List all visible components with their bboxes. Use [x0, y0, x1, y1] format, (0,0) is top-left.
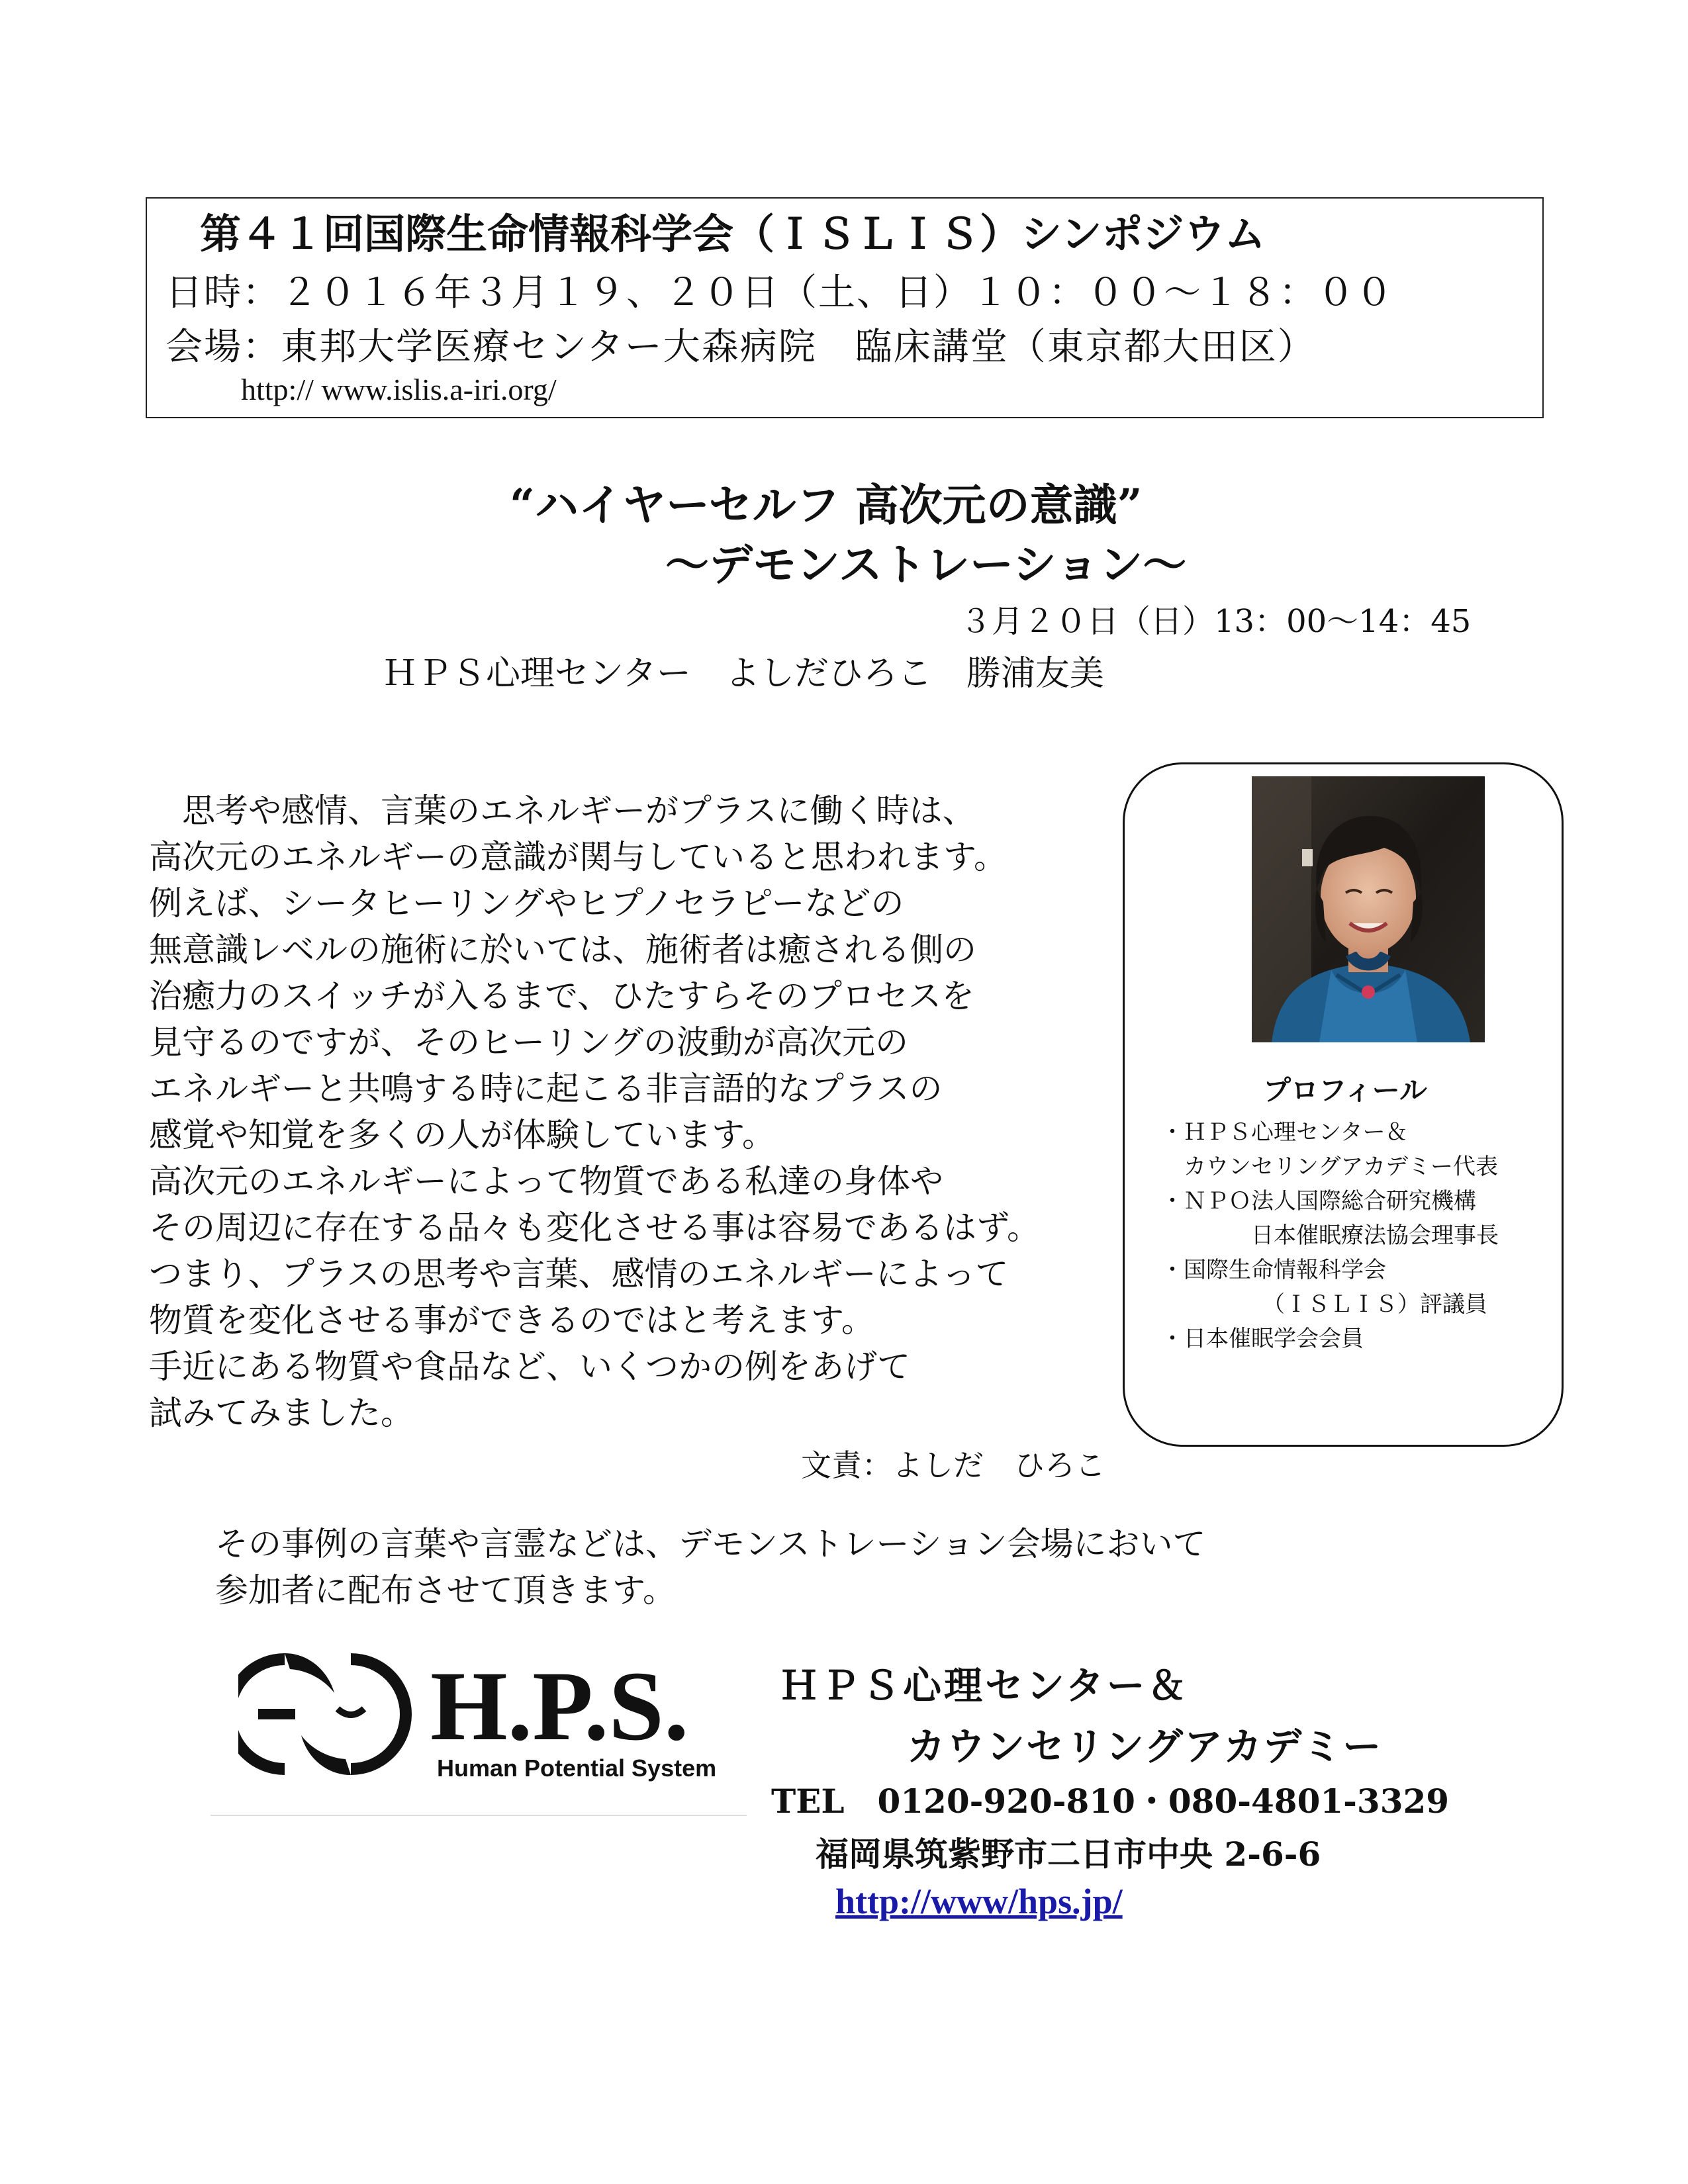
abstract-line: 例えば、シータヒーリングやヒプノセラピーなどの — [149, 884, 904, 923]
symposium-url[interactable]: http:// www.islis.a-iri.org/ — [241, 373, 557, 406]
logo-wordmark: H.P.S. — [430, 1651, 689, 1761]
talk-title: “ハイヤーセルフ 高次元の意識” — [510, 479, 1143, 531]
hps-logo — [238, 1640, 741, 1792]
abstract-line: 無意識レベルの施術に於いては、施術者は癒される側の — [149, 931, 976, 969]
abstract-body — [149, 788, 1142, 1436]
note-line: その事例の言葉や言霊などは、デモンストレーション会場において — [215, 1525, 1206, 1563]
profile-card — [1123, 762, 1564, 1447]
symposium-title: 第４１回国際生命情報科学会（ＩＳＬＩＳ）シンポジウム — [200, 210, 1266, 258]
abstract-line: 感覚や知覚を多くの人が体験しています。 — [149, 1116, 775, 1154]
org-name-line2: カウンセリングアカデミー — [907, 1724, 1383, 1769]
abstract-line: 手近にある物質や食品など、いくつかの例をあげて — [149, 1347, 910, 1386]
symposium-datetime: 日時：２０１６年３月１９、２０日（土、日）１０：００～１８：００ — [165, 271, 1394, 314]
abstract-line: 高次元のエネルギーの意識が関与していると思われます。 — [149, 838, 1007, 876]
abstract-line: その周辺に存在する品々も変化させる事は容易であるはず。 — [149, 1208, 1040, 1247]
logo-divider — [211, 1815, 747, 1816]
profile-item: （ＩＳＬＩＳ）評議員 — [1161, 1291, 1487, 1318]
distribution-note — [215, 1521, 1206, 1614]
abstract-line: 物質を変化させる事ができるのではと考えます。 — [149, 1301, 874, 1340]
profile-title: プロフィール — [1263, 1074, 1427, 1107]
profile-item: 日本催眠療法協会理事長 — [1161, 1222, 1499, 1249]
talk-subtitle: ～デモンストレーション～ — [665, 539, 1187, 590]
abstract-line: 試みてみました。 — [149, 1394, 414, 1432]
abstract-line: エネルギーと共鳴する時に起こる非言語的なプラスの — [149, 1069, 943, 1108]
talk-date: ３月２０日（日）13：00～14：45 — [960, 603, 1472, 640]
note-line: 参加者に配布させて頂きます。 — [215, 1571, 676, 1610]
symposium-venue: 会場：東邦大学医療センター大森病院 臨床講堂（東京都大田区） — [165, 326, 1316, 369]
org-name-line1: ＨＰＳ心理センター＆ — [780, 1663, 1189, 1708]
profile-item: ・ＮＰＯ法人国際総合研究機構 — [1161, 1188, 1476, 1214]
symposium-header-box — [146, 197, 1544, 418]
profile-item: ・国際生命情報科学会 — [1161, 1257, 1386, 1283]
logo-tagline: Human Potential System — [437, 1754, 717, 1782]
abstract-line: つまり、プラスの思考や言葉、感情のエネルギーによって — [149, 1255, 1009, 1293]
org-address: 福岡県筑紫野市二日市中央 2-6-6 — [816, 1835, 1321, 1874]
profile-item: カウンセリングアカデミー代表 — [1161, 1154, 1498, 1180]
org-website-link[interactable]: http://www/hps.jp/ — [835, 1882, 1123, 1921]
abstract-line: 高次元のエネルギーによって物質である私達の身体や — [149, 1162, 943, 1201]
profile-list — [1161, 1115, 1499, 1356]
abstract-line: 思考や感情、言葉のエネルギーがプラスに働く時は、 — [149, 792, 976, 830]
abstract-author: 文責：よしだ ひろこ — [801, 1447, 1105, 1483]
profile-item: ・ＨＰＳ心理センター＆ — [1161, 1119, 1408, 1146]
abstract-line: 治癒力のスイッチが入るまで、ひたすらそのプロセスを — [149, 977, 974, 1015]
abstract-line: 見守るのですが、そのヒーリングの波動が高次元の — [149, 1023, 908, 1062]
profile-item: ・日本催眠学会会員 — [1161, 1326, 1364, 1352]
talk-presenters: ＨＰＳ心理センター よしだひろこ 勝浦友美 — [383, 654, 1104, 694]
presenter-photo — [1252, 776, 1485, 1042]
org-phone: TEL 0120-920-810・080-4801-3329 — [771, 1782, 1450, 1821]
